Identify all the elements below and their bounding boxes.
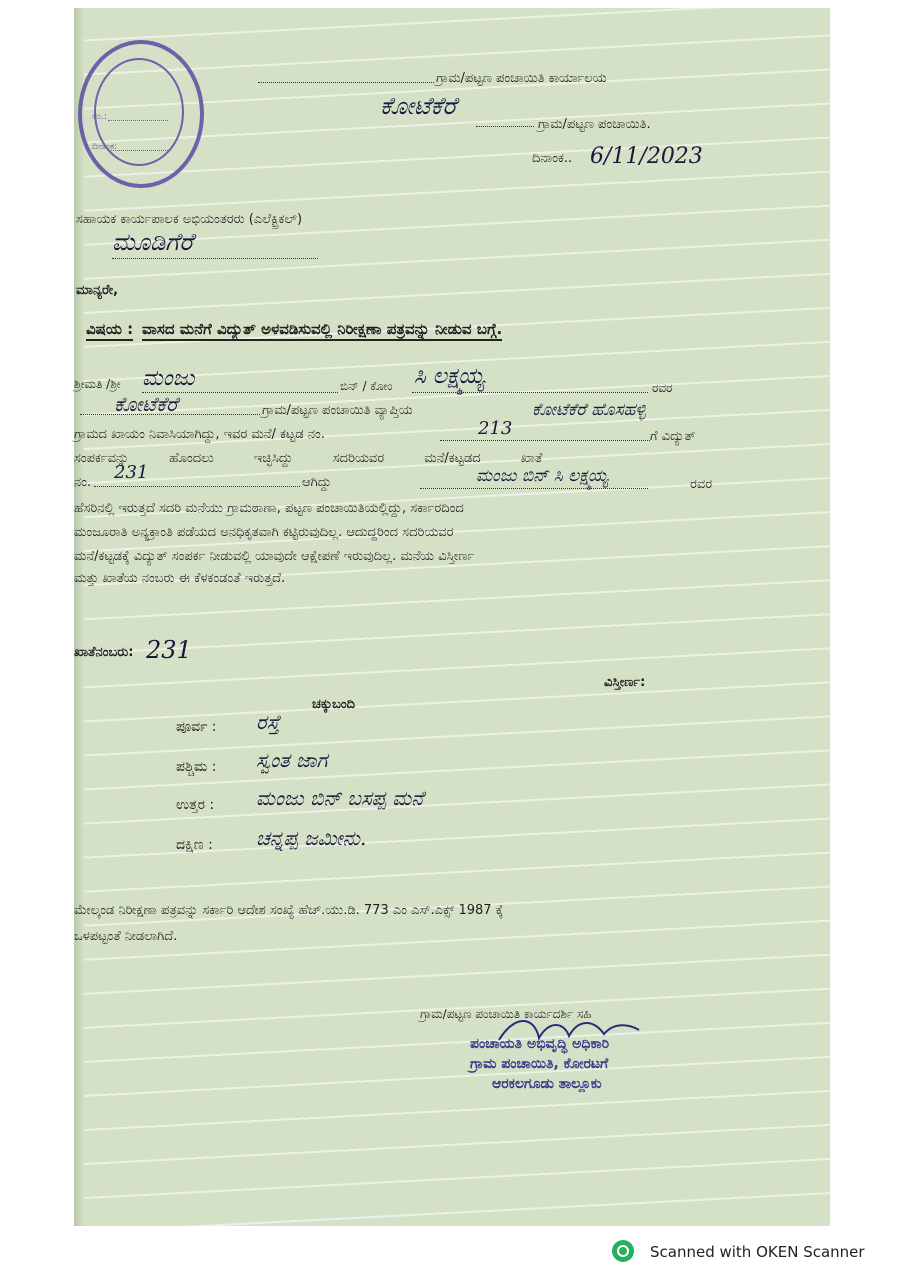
subject-label: ವಿಷಯ : (86, 322, 133, 341)
body-l1-mid: ಬಿನ್ / ಕೋಂ (340, 379, 393, 393)
body-l1-dots-b (412, 392, 648, 393)
stamp-line3: ಆರಕಲಗೂಡು ತಾಲ್ಲೂಕು (492, 1076, 602, 1092)
header-line1: ಗ್ರಾಮ/ಪಟ್ಟಣ ಪಂಚಾಯಿತಿ ಕಾರ್ಯಾಲಯ (436, 71, 607, 86)
document-paper (74, 8, 830, 1226)
header-dots-2 (476, 126, 534, 127)
date-label: ದಿನಾಂಕ.. (532, 151, 573, 166)
recipient-place-handwritten: ಮೂಡಿಗೆರೆ (112, 228, 193, 256)
scanner-watermark: Scanned with OKEN Scanner (650, 1243, 865, 1261)
seal-date-line (108, 150, 168, 151)
body-l4-text: ಸಂಪರ್ಕವನ್ನು ಹೊಂದಲು ಇಚ್ಛಿಸಿದ್ದು ಸದರಿಯವರ ಮನೆ/ಕಟ್ಟಡದ ಖಾತೆ (74, 451, 543, 466)
body-l5-dots-b (420, 488, 648, 489)
body-l5-mid: ಆಗಿದ್ದು (302, 475, 332, 490)
body-l5-dots-a (94, 486, 300, 487)
subject-text: ವಾಸದ ಮನೆಗೆ ವಿದ್ಯುತ್ ಅಳವಡಿಸುವಲ್ಲಿ ನಿರೀಕ್ಷಣಾ ಪತ್ರವನ್ನು ನೀಡುವ ಬಗ್ಗೆ. (142, 322, 502, 341)
header-dots-1 (258, 82, 434, 83)
body-l2-dots (80, 414, 260, 415)
boundaries-title: ಚಕ್ಕುಬಂದಿ (312, 697, 356, 712)
seal-date-label: ದಿನಾಂಕ: (92, 142, 118, 152)
body-l3-text: ಗ್ರಾಮದ ಖಾಯಂ ನಿವಾಸಿಯಾಗಿದ್ದು, ಇವರ ಮನೆ/ ಕಟ್ಟಡ ನಂ. (74, 427, 325, 442)
body-l9: ಮತ್ತು ಖಾತೆಯ ನಂಬರು ಈ ಕೆಳಕಂಡಂತೆ ಇರುತ್ತದೆ. (74, 571, 286, 586)
signature-designation: ಗ್ರಾಮ/ಪಟ್ಟಣ ಪಂಚಾಯಿತಿ ಕಾರ್ಯದರ್ಶಿ ಸಹಿ (420, 1007, 592, 1021)
body-l3-no: 213 (478, 418, 513, 439)
salutation: ಮಾನ್ಯರೇ, (76, 283, 119, 298)
body-l1-prefix: ಶ್ರೀಮತಿ /ಶ್ರೀ (74, 377, 121, 391)
body-l2-place: ಕೋಟೆಕೆರೆ ಹೊಸಹಳ್ಳಿ (532, 400, 646, 420)
boundary-north-label: ಉತ್ತರ : (176, 797, 215, 813)
khata-label: ಖಾತೆನಂಬರು: (74, 645, 134, 660)
boundary-north-value: ಮಂಜು ಬಿನ್ ಬಸಪ್ಪ ಮನೆ (256, 786, 424, 810)
header-village-handwritten: ಕೋಟೆಕೆರೆ (380, 92, 457, 120)
body-l1-name: ಮಂಜು (142, 366, 195, 391)
body-l5-prefix: ನಂ. (74, 475, 92, 490)
office-seal (78, 40, 204, 188)
khata-value: 231 (146, 636, 192, 664)
boundary-east-value: ರಸ್ತೆ (256, 710, 280, 734)
seal-no-line (108, 120, 168, 121)
boundary-west-label: ಪಶ್ಚಿಮ : (176, 759, 217, 775)
boundary-south-label: ದಕ್ಷಿಣ : (176, 837, 213, 853)
closing-l2: ಒಳಪಟ್ಟಂತೆ ನೀಡಲಾಗಿದೆ. (74, 929, 178, 944)
body-l2-mid: ಗ್ರಾಮ/ಪಟ್ಟಣ ಪಂಚಾಯಿತಿ ವ್ಯಾಪ್ತಿಯ (262, 403, 413, 418)
recipient-dots (112, 258, 318, 259)
recipient-title: ಸಹಾಯಕ ಕಾರ್ಯಪಾಲಕ ಅಭಿಯಂತರರು (ಎಲೆಕ್ಟ್ರಿಕಲ್) (76, 212, 303, 227)
body-l7: ಮಂಜೂರಾತಿ ಅನ್ಯಕ್ರಾಂತಿ ಪಡೆಯದ ಅನಧಿಕೃತವಾಗಿ ಕಟ್ಟಿರುವುದಿಲ್ಲ. ಆದುದ್ದರಿಂದ ಸದರಿಯವರ (74, 525, 454, 540)
paper-edge (74, 8, 84, 1226)
body-l5-name: ಮಂಜು ಬಿನ್ ಸಿ ಲಕ್ಷ್ಮಯ್ಯ (476, 466, 609, 486)
boundary-west-value: ಸ್ವಂತ ಜಾಗ (256, 748, 328, 772)
body-l2-village: ಕೋಟೆಕೆರೆ (114, 392, 178, 416)
body-l5-no: 231 (114, 462, 149, 483)
area-label: ವಿಸ್ತೀರ್ಣ: (604, 675, 646, 690)
body-l3-dots (440, 440, 650, 441)
body-l6: ಹೆಸರಿನಲ್ಲಿ ಇರುತ್ತದೆ ಸದರಿ ಮನೆಯು ಗ್ರಾಮಠಾಣಾ, ಪಟ್ಟಣ ಪಂಚಾಯಿತಿಯಲ್ಲಿದ್ದು, ಸರ್ಕಾರದಿಂದ (74, 501, 464, 516)
stamp-line2: ಗ್ರಾಮ ಪಂಚಾಯಿತಿ, ಕೋರಟಗೆ (470, 1056, 609, 1072)
scanner-logo-icon (612, 1240, 634, 1262)
seal-no-label: ನಂ.: (92, 112, 107, 122)
body-l1-father: ಸಿ ಲಕ್ಷ್ಮಯ್ಯ (414, 364, 485, 389)
stamp-line1: ಪಂಚಾಯತಿ ಅಭಿವೃದ್ಧಿ ಅಧಿಕಾರಿ (470, 1036, 610, 1052)
closing-l1: ಮೇಲ್ಕಂಡ ನಿರೀಕ್ಷಣಾ ಪತ್ರವನ್ನು ಸರ್ಕಾರಿ ಆದೇಶ ಸಂಖ್ಯೆ ಹೆಚ್.ಯು.ಡಿ. 773 ಎಂ ಎಸ್.ಎಕ್ಸ್ 1987 ಕ್ಕೆ (74, 903, 504, 918)
boundary-south-value: ಚನ್ನಪ್ಪ ಜಮೀನು. (256, 826, 367, 850)
body-l1-end: ರವರ (652, 381, 673, 395)
body-l8: ಮನೆ/ಕಟ್ಟಡಕ್ಕೆ ವಿದ್ಯುತ್ ಸಂಪರ್ಕ ನೀಡುವಲ್ಲಿ ಯಾವುದೇ ಆಕ್ಷೇಪಣೆ ಇರುವುದಿಲ್ಲ. ಮನೆಯ ವಿಸ್ತೀರ್ಣ (74, 549, 475, 564)
body-l5-end: ರವರ (690, 477, 713, 492)
body-l3-end: ಗೆ ವಿದ್ಯುತ್ (650, 429, 696, 444)
boundary-east-label: ಪೂರ್ವ : (176, 719, 217, 735)
date-value: 6/11/2023 (590, 144, 703, 169)
header-line2: ಗ್ರಾಮ/ಪಟ್ಟಣ ಪಂಚಾಯಿತಿ. (538, 117, 651, 132)
